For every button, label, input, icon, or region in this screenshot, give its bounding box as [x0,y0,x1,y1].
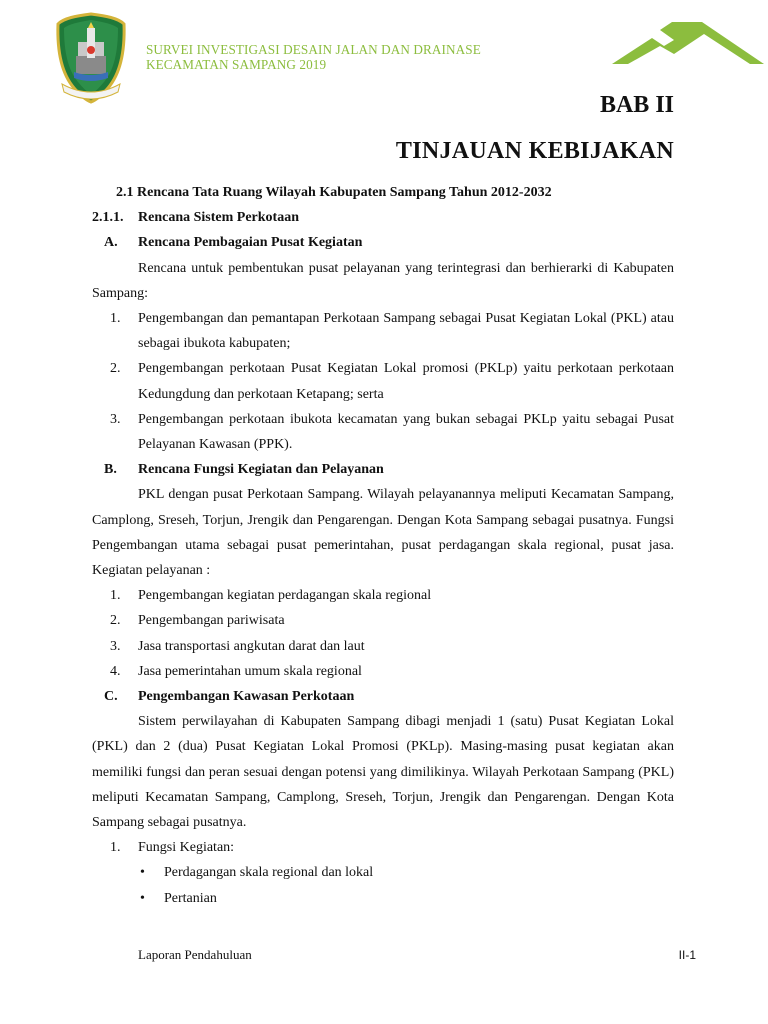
part-b-paragraph: PKL dengan pusat Perkotaan Sampang. Wilayah pelayanannya meliputi Kecamatan Sampang, Camplong, Sreseh, Torjun, Jrengik dan Pengarengan. Dengan Kota Sampang sebagai pusatnya. Fungsi Pengembangan utama sebagai pusat pemerintahan, pusat perdagangan skala regional, pusat jasa. Kegiatan pelayanan : [92,487,674,579]
list-number: 3. [110,411,121,427]
list-text: Pengembangan perkotaan Pusat Kegiatan Lokal promosi (PKLp) yaitu perkotaan perkotaan Kedungdung dan perkotaan Ketapang; serta [138,361,674,402]
bullet-item [92,886,674,911]
list-number: 2. [110,361,121,377]
document-body [92,180,674,911]
list-item [92,583,674,608]
bullet-text: Pertanian [164,890,217,906]
chapter-number: BAB II [599,92,674,118]
part-c-letter: C. [104,689,118,705]
part-b-title: Rencana Fungsi Kegiatan dan Pelayanan [138,462,384,478]
regency-crest-logo [54,12,128,104]
subsection-title: Rencana Sistem Perkotaan [138,210,299,226]
section-heading: 2.1 Rencana Tata Ruang Wilayah Kabupaten Sampang Tahun 2012-2032 [116,185,552,200]
list-number: 1. [110,840,121,856]
list-number: 2. [110,613,121,629]
part-b-letter: B. [104,462,117,478]
bullet-dot-icon: • [140,865,145,881]
subsection-heading [92,205,674,230]
list-item [92,407,674,457]
part-c-title: Pengembangan Kawasan Perkotaan [138,689,355,705]
list-item [92,659,674,684]
list-item [92,306,674,356]
list-text: Pengembangan dan pemantapan Perkotaan Sampang sebagai Pusat Kegiatan Lokal (PKL) atau sebagai ibukota kabupaten; [138,311,674,352]
list-item [92,634,674,659]
list-item [92,608,674,633]
list-number: 4. [110,663,121,679]
footer-report-name: Laporan Pendahuluan [138,947,252,962]
part-a-letter: A. [104,235,118,251]
part-c-paragraph: Sistem perwilayahan di Kabupaten Sampang dibagi menjadi 1 (satu) Pusat Kegiatan Lokal (PKL) dan 2 (dua) Pusat Kegiatan Lokal Promosi (PKLp). Masing-masing pusat kegiatan akan memiliki fungsi dan peran sesuai dengan potensi yang dimilikinya. Wilayah Perkotaan Sampang (PKL) meliputi Kecamatan Sampang, Camplong, Sreseh, Torjun, Jrengik dan Pengarengan. Dengan Kota Sampang sebagai pusatnya. [92,714,674,831]
list-item [92,356,674,406]
footer-page-number: II-1 [678,948,696,962]
list-number: 3. [110,638,121,654]
header-line-2: KECAMATAN SAMPANG 2019 [146,57,327,72]
list-text: Jasa pemerintahan umum skala regional [138,663,362,679]
bullet-text: Perdagangan skala regional dan lokal [164,865,374,881]
list-text: Fungsi Kegiatan: [138,840,235,856]
part-a-intro: Rencana untuk pembentukan pusat pelayanan yang terintegrasi dan berhierarki di Kabupaten Sampang: [92,260,674,301]
list-number: 1. [110,311,121,327]
list-text: Pengembangan kegiatan perdagangan skala regional [138,588,432,604]
list-text: Jasa transportasi angkutan darat dan laut [138,638,365,654]
bullet-dot-icon: • [140,890,145,906]
list-item [92,835,674,860]
part-a-heading [92,230,674,255]
part-b-heading [92,457,674,482]
list-number: 1. [110,588,121,604]
roof-icon [612,20,764,68]
subsection-number: 2.1.1. [92,210,124,226]
bullet-item [92,860,674,885]
chapter-title: TINJAUAN KEBIJAKAN [395,138,674,164]
list-text: Pengembangan pariwisata [138,613,285,629]
list-text: Pengembangan perkotaan ibukota kecamatan yang bukan sebagai PKLp yaitu sebagai Pusat Pelayanan Kawasan (PPK). [138,411,674,453]
report-header-title [146,42,481,72]
part-c-heading [92,684,674,709]
header-line-1: SURVEI INVESTIGASI DESAIN JALAN DAN DRAINASE [146,42,481,57]
part-a-title: Rencana Pembagaian Pusat Kegiatan [138,235,363,251]
